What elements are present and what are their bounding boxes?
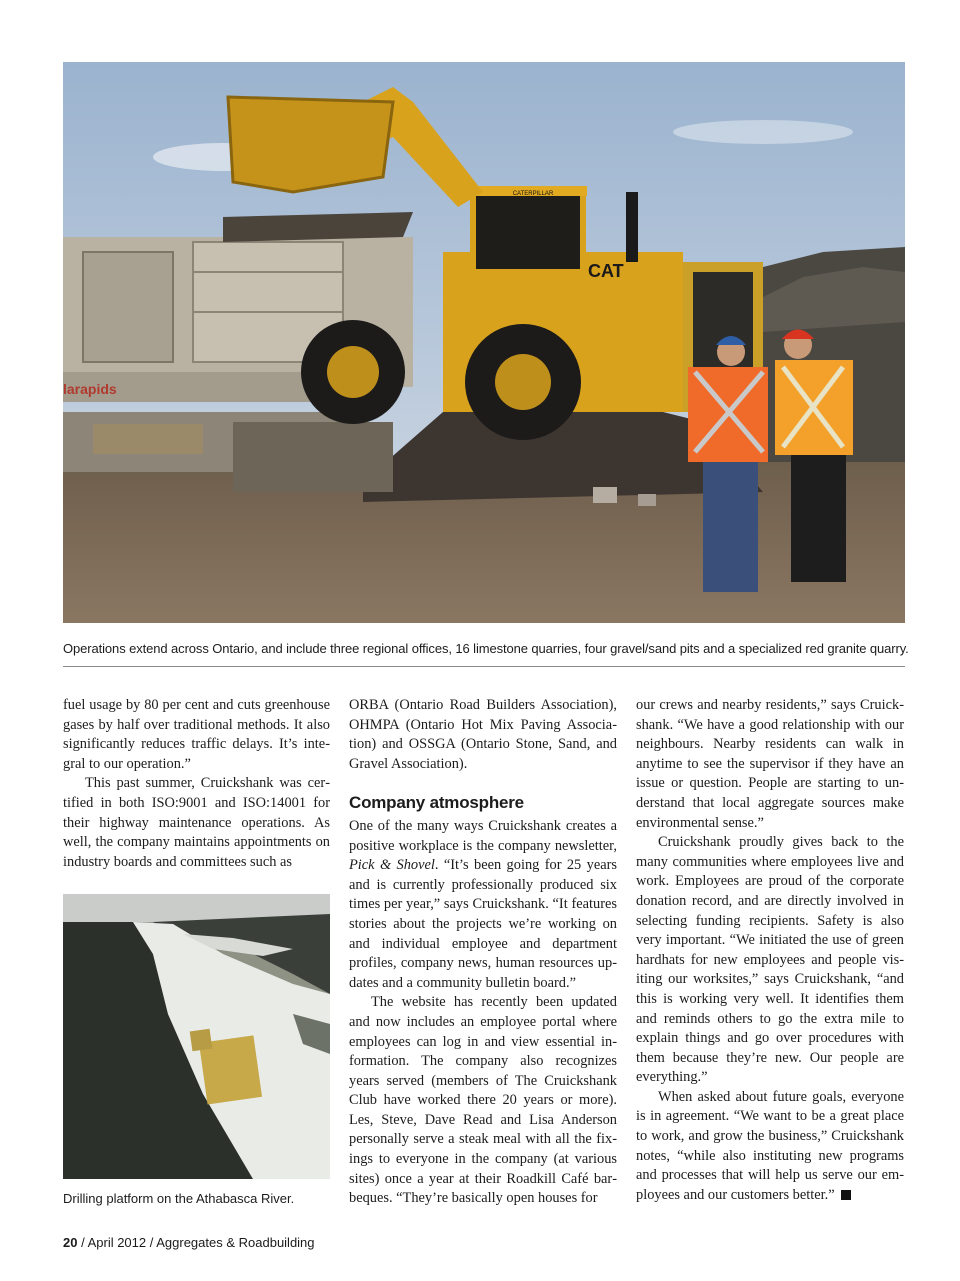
column2-paragraph-1: ORBA (Ontario Road Builders Association), OHMPA (Ontario Hot Mix Paving Association) and OSSGA (Ontario Stone, Sand, and Gravel Association).	[349, 697, 617, 772]
column-1	[63, 696, 330, 872]
page-number: 20	[63, 1235, 78, 1250]
column-2	[349, 696, 617, 1209]
end-of-article-mark	[841, 1190, 851, 1200]
column-3	[636, 696, 904, 1205]
column2-paragraph-3: The website has recently been updated and now includes an employee portal where employees can log in and view essential information. The company also recognizes years served (members of The Cruickshank Club have worked there 20 years or more). Les, Steve, Dave Read and Lisa Anderson personally serve a steak meal with all the fixings to everyone in the company (at various sites) once a year at their Roadkill Café barbeques. “They’re basically open houses for	[349, 994, 617, 1207]
column3-paragraph-1: our crews and nearby residents,” says Cruickshank. “We have a good relationship with our neighbours. Nearby residents can walk in anytime to see the supervisor if they have an issue or question. People are starting to understand that local aggregate sources make environmental sense.”	[636, 697, 904, 831]
column1-paragraph-2: This past summer, Cruickshank was certified in both ISO:9001 and ISO:14001 for their highway maintenance operations. As well, the company maintains appointments on industry boards and committees such as	[63, 775, 330, 870]
main-photo-caption: Operations extend across Ontario, and include three regional offices, 16 limestone quarries, four gravel/sand pits and a specialized red granite quarry.	[63, 641, 909, 656]
paragraph-text: When asked about future goals, everyone is in agreement. “We want to be a great place to work, and grow the business,” Cruickshank notes, “while also instituting new programs and processes that will help us serve our employees and our customers better.”	[636, 1088, 904, 1203]
river-photo-caption: Drilling platform on the Athabasca River.	[63, 1191, 295, 1206]
machine-brand-text: larapids	[63, 381, 117, 397]
column1-paragraph-1: fuel usage by 80 per cent and cuts greenhouse gases by half over traditional methods. It also significantly reduces traffic delays. It’s integral to our operation.”	[63, 697, 330, 772]
column3-paragraph-3	[636, 1088, 904, 1206]
column2-paragraph-2	[349, 817, 617, 993]
page-footer	[63, 1235, 315, 1250]
issue-info: / April 2012 / Aggregates & Roadbuilding	[77, 1235, 315, 1250]
paragraph-text: . “It’s been going for 25 years and is currently professionally produced six times per year,” says Cruickshank. “It features stories about the projects we’re working on and individual employee and department profiles, company news, human resources updates and a community bulletin board.”	[349, 857, 617, 991]
newsletter-name: Pick & Shovel	[349, 857, 435, 874]
column3-paragraph-2: Cruickshank proudly gives back to the many communities where employees live and work. Employees are proud of the corporate donation record, and are directly involved in selecting funding recipients. Safety is also very important. “We initiated the use of green hardhats for new employees and people visiting our worksites,” says Cruickshank, “and this is working very well. It identifies them and reminds others to go the extra mile to explain things and go over procedures with them because they’re new. Our people are everything.”	[636, 834, 904, 1086]
section-heading: Company atmosphere	[349, 793, 524, 813]
athabasca-river-photo	[63, 894, 330, 1179]
quarry-photo	[63, 62, 905, 623]
loader-brand-text: CAT	[588, 261, 624, 281]
paragraph-text: One of the many ways Cruickshank creates a positive workplace is the company newsletter,	[349, 817, 617, 854]
loader-badge-text: CATERPILLAR	[512, 191, 554, 197]
caption-divider	[63, 666, 905, 667]
